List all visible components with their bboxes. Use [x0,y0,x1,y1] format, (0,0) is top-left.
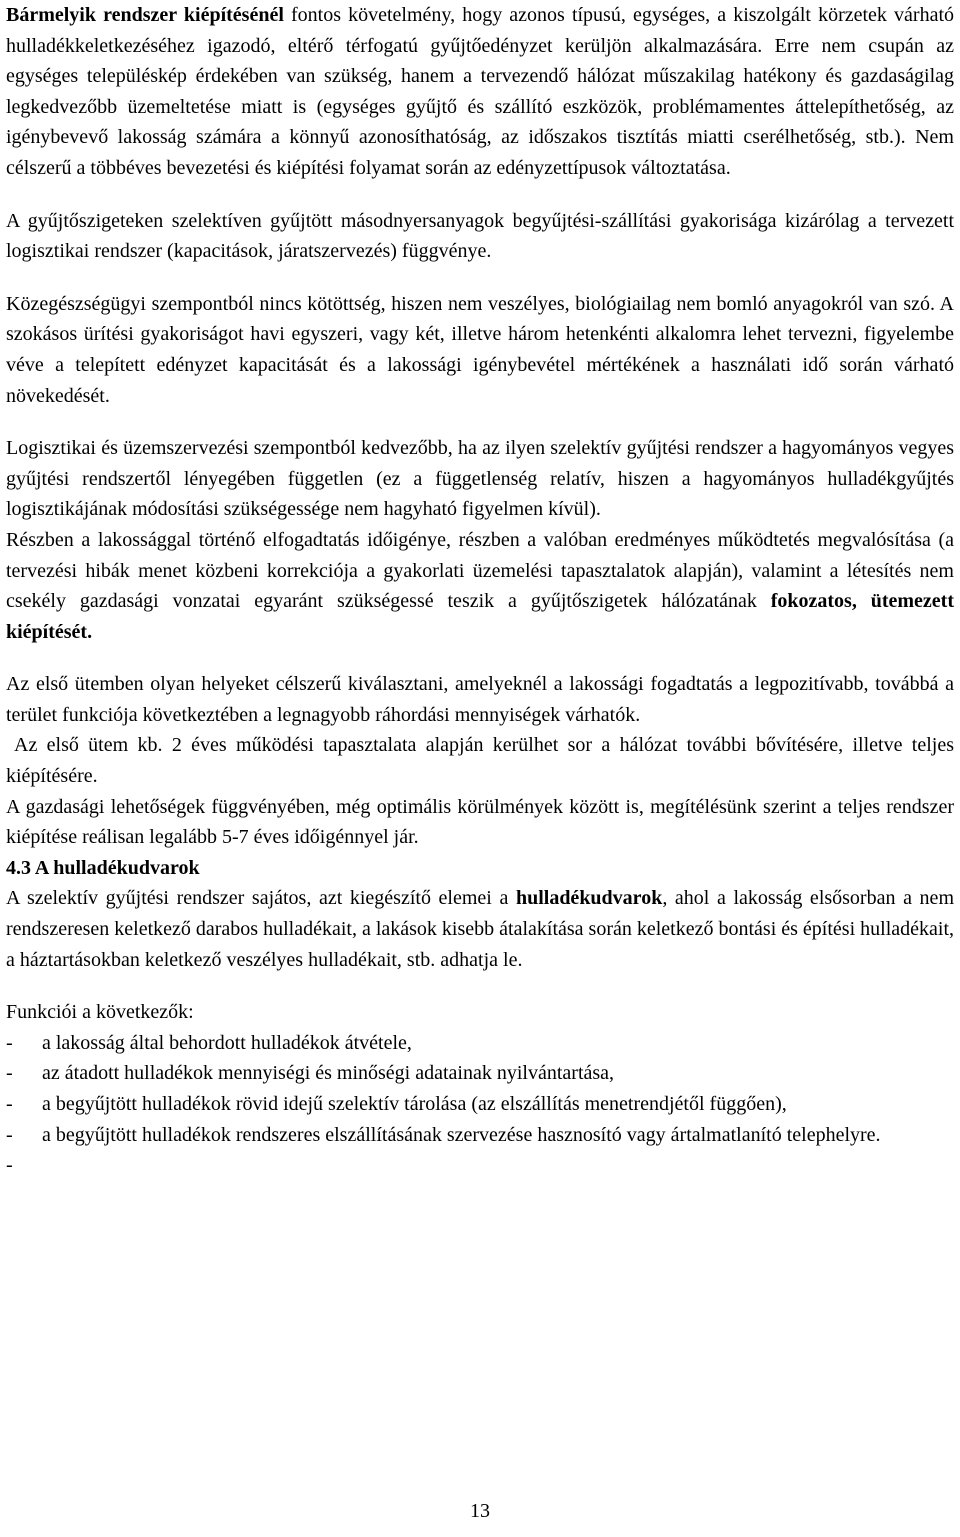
list-item-text: a lakosság által behordott hulladékok átvétele, [42,1031,412,1054]
list-item [6,1120,954,1151]
section-heading: 4.3 A hulladékudvarok [6,856,200,879]
paragraph-phased-construction [6,525,954,647]
paragraph-text: A szelektív gyűjtési rendszer sajátos, azt kiegészítő elemei a [6,887,516,910]
paragraph-first-phase: Az első ütemben olyan helyeket célszerű kiválasztani, amelyeknél a lakossági fogadtatás a legpozitívabb, továbbá a terület funkciója következtében a legnagyobb ráhordási mennyiségek várhatók. [6,673,954,726]
dash-bullet: - [6,1154,13,1177]
dash-bullet: - [6,1123,13,1146]
list-item [6,1058,954,1089]
document-page [6,0,954,1181]
page-number: 13 [470,1500,490,1522]
bold-lead-text: Bármelyik rendszer kiépítésénél [6,4,284,26]
paragraph-timeframe: A gazdasági lehetőségek függvényében, még optimális körülmények között is, megítélésünk szerint a teljes rendszer kiépítése reálisan legalább 5-7 éves időigénnyel jár. [6,795,954,849]
bold-term-text: hulladékudvarok [515,887,663,910]
paragraph-text: fontos követelmény, hogy azonos típusú, egységes, a kiszolgált körzetek várható hulladékkeletkezéséhez igazodó, eltérő térfogatú gyűjtőedényzet kerüljön alkalmazására. Erre nem csupán az egységes településkép érdekében van szükség, hanem a tervezendő hálózat műszakilag hatékony és gazdaságilag legkedvezőbb üzemeltetése miatt is (egységes gyűjtő és szállító eszközök, problémamentes áttelepíthetőség, az igénybevevő lakosság számára a könnyű azonosíthatóság, az időszakos tisztítás miatti cserélhetőség, stb.). Nem célszerű a többéves bevezetési és kiépítési folyamat során az edényzettípusok változtatása. [6,4,955,179]
functions-title: Funkciói a következők: [6,1001,194,1024]
paragraph-text: , ahol a lakosság elsősorban a nem rendszeresen keletkező darabos hulladékait, a lakások kisebb átalakítása során keletkező bontási és építési hulladékait, a háztartásokban keletkező veszélyes hulladékait, stb. adhatja le. [6,887,954,971]
list-item-text: az átadott hulladékok mennyiségi és minőségi adatainak nyilvántartása, [42,1062,615,1085]
bold-emphasis-text: fokozatos, ütemezett kiépítését. [6,590,954,643]
dash-bullet: - [6,1062,13,1085]
list-item [6,1150,954,1181]
list-item [6,1089,954,1120]
paragraph-collection-frequency: A gyűjtőszigeteken szelektíven gyűjtött másodnyersanyagok begyűjtési-szállítási gyakorisága kizárólag a tervezett logisztikai rendszer (kapacitások, járatszervezés) függvénye. [6,209,954,263]
paragraph-expansion: Az első ütem kb. 2 éves működési tapasztalata alapján kerülhet sor a hálózat további bővítésére, illetve teljes kiépítésére. [6,734,954,788]
list-item-text: a begyűjtött hulladékok rendszeres elszállításának szervezése hasznosító vagy ártalmatlanító telephelyre. [42,1123,881,1146]
paragraph-waste-yards-intro [6,883,954,975]
dash-bullet: - [6,1031,13,1054]
paragraph-logistics: Logisztikai és üzemszervezési szempontból kedvezőbb, ha az ilyen szelektív gyűjtési rendszer a hagyományos vegyes gyűjtési rendszertől lényegében független (ez a függetlenség relatív, hiszen a hagyományos hulladékgyűjtés logisztikájának módosítási szükségessége nem hagyható figyelmen kívül). [6,437,954,521]
dash-bullet: - [6,1093,13,1115]
paragraph-container-requirements [6,0,954,184]
paragraph-public-health: Közegészségügyi szempontból nincs kötöttség, hiszen nem veszélyes, biológiailag nem bomló anyagokról van szó. A szokásos ürítési gyakoriságot havi egyszeri, vagy két, illetve három hetenkénti alkalomra lehet tervezni, figyelembe véve a telepített edényzet kapacitását és a lakossági igénybevétel mértékének a használati idő során várható növekedését. [6,292,954,407]
paragraph-text: Részben a lakossággal történő elfogadtatás időigénye, részben a valóban eredményes működtetés megvalósítása (a tervezési hibák menet közbeni korrekciója a gyakorlati üzemelési tapasztalatok alapján), valamint a létesítés nem csekély gazdasági vonzatai egyaránt szükségessé teszik a gyűjtőszigetek hálózatának [6,528,954,613]
list-item-text: a begyűjtött hulladékok rövid idejű szelektív tárolása (az elszállítás menetrendjétől függően), [42,1093,787,1115]
functions-list [6,1028,954,1181]
list-item [6,1028,954,1059]
